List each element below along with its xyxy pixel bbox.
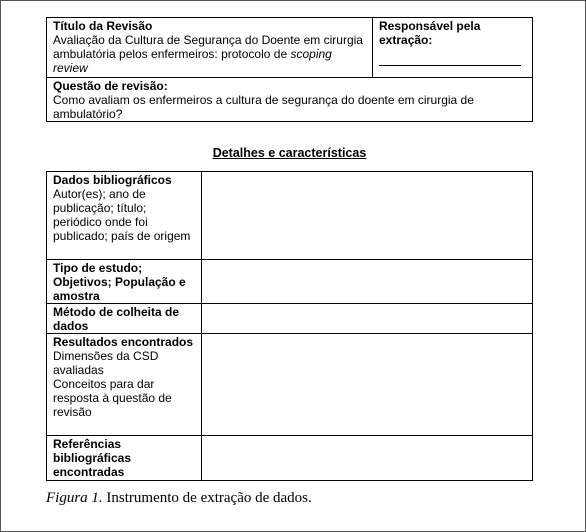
- row-label-normal: Dimensões da CSD avaliadas Conceitos para dar resposta à questão de revisão: [53, 349, 172, 419]
- row-label-bold: Método de colheita de dados: [53, 305, 180, 333]
- row-label-cell: [47, 260, 202, 304]
- details-table: [46, 171, 533, 481]
- row-value-cell: [202, 334, 533, 436]
- table-row: [47, 436, 533, 481]
- table-row: [47, 172, 533, 260]
- table-row: [47, 304, 533, 334]
- row-label-bold: Tipo de estudo; Objetivos; População e amostra: [53, 261, 186, 303]
- title-text-italic: scoping review: [53, 47, 332, 75]
- title-label: Título da Revisão: [53, 19, 153, 33]
- details-heading: Detalhes e características: [212, 146, 367, 160]
- responsible-cell: [373, 18, 533, 78]
- row-value-cell: [202, 172, 533, 260]
- responsible-label: Responsável pela extração:: [379, 19, 481, 47]
- question-text: Como avaliam os enfermeiros a cultura de segurança do doente em cirurgia de ambulatório?: [53, 93, 474, 121]
- question-cell: [47, 78, 533, 122]
- row-label-bold: Resultados encontrados: [53, 335, 194, 349]
- row-label-cell: [47, 304, 202, 334]
- row-label-bold: Dados bibliográficos: [53, 173, 172, 187]
- row-value-cell: [202, 260, 533, 304]
- row-label-cell: [47, 172, 202, 260]
- row-value-cell: [202, 304, 533, 334]
- row-label-cell: [47, 436, 202, 481]
- caption-label: Figura 1.: [46, 490, 103, 506]
- row-label-normal: Autor(es); ano de publicação; título; periódico onde foi publicado; país de origem: [53, 187, 191, 243]
- title-cell: [47, 18, 373, 78]
- row-label-bold: Referências bibliográficas encontradas: [53, 437, 132, 479]
- table-row: [47, 260, 533, 304]
- table-row: [47, 334, 533, 436]
- row-label-cell: [47, 334, 202, 436]
- header-table: [46, 17, 533, 122]
- responsible-blank-line: [379, 51, 521, 66]
- row-value-cell: [202, 436, 533, 481]
- figure-caption: [46, 490, 526, 507]
- question-label: Questão de revisão:: [53, 79, 168, 93]
- title-text: Avaliação da Cultura de Segurança do Doente em cirurgia ambulatória pelos enfermeiros: protocolo de: [53, 33, 363, 61]
- caption-text: Instrumento de extração de dados.: [106, 490, 312, 506]
